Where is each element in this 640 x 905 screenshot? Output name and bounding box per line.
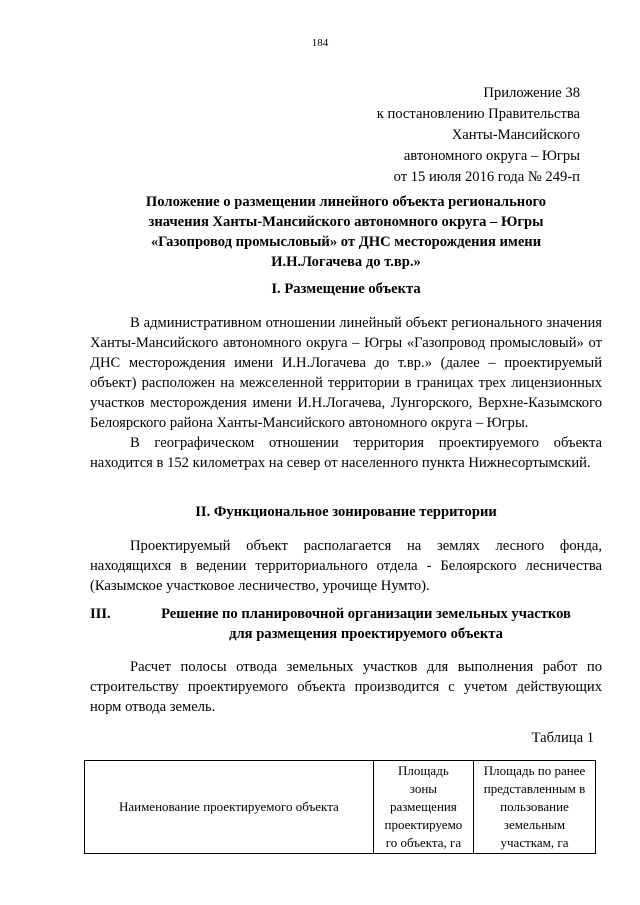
header-line: го объекта, га [385,835,462,850]
page-number: 184 [311,37,329,49]
land-allocation-table [84,760,596,854]
appendix-line: Ханты-Мансийского [451,127,580,143]
header-line: размещения [389,799,457,814]
header-line: Площадь [398,763,449,778]
appendix-block [300,83,580,188]
section-3-number: III. [90,606,111,622]
header-line: пользование [500,799,569,814]
header-cell-zone-area [373,761,473,854]
document-title [90,192,602,272]
appendix-line: автономного округа – Югры [403,148,580,164]
header-line: земельным [503,817,566,832]
section-1-paragraph-2: В географическом отношении территория проектируемого объекта находится в 152 километрах на север от населенного пункта Нижнесортымский. [90,435,602,471]
section-3-heading [90,604,602,644]
appendix-line: от 15 июля 2016 года № 249-п [393,169,580,185]
header-line: проектируемо [384,817,463,832]
header-line: зоны [409,781,438,796]
table-header-row [85,761,596,854]
section-2-heading: II. Функциональное зонирование территории [195,504,497,520]
section-1-heading: I. Размещение объекта [271,281,421,297]
header-line: представленным в [483,781,586,796]
header-line: участкам, га [500,835,569,850]
header-cell-previous-area [474,761,596,854]
title-line: значения Ханты-Мансийского автономного округа – Югры [148,214,544,230]
appendix-line: к постановлению Правительства [376,106,580,122]
appendix-line: Приложение 38 [483,85,580,101]
title-line: «Газопровод промысловый» от ДНС месторождения имени [150,234,542,250]
section-1-paragraph-1: В административном отношении линейный объект регионального значения Ханты-Мансийского автономного округа – Югры «Газопровод промысловый» от ДНС месторождения имени И.Н.Логачева до т.вр.» (далее – проектируемый объект) расположен на межселенной территории в границах трех лицензионных участков месторождения имени И.Н.Логачева, Лунгорского, Верхне-Казымского Белоярского района Ханты-Мансийского автономного округа – Югры. [90,315,602,431]
section-2-paragraph-1: Проектируемый объект располагается на землях лесного фонда, находящихся в ведении территориального отдела - Белоярского лесничества (Казымское участковое лесничество, урочище Нумто). [90,538,602,594]
section-3-heading-line: для размещения проектируемого объекта [229,626,503,642]
header-cell-object-name: Наименование проектируемого объекта [85,761,374,854]
section-3-paragraph-1: Расчет полосы отвода земельных участков для выполнения работ по строительству проектируемого объекта производится с учетом действующих норм отвода земель. [90,659,602,715]
title-line: Положение о размещении линейного объекта регионального [145,194,547,210]
title-line: И.Н.Логачева до т.вр.» [271,254,421,270]
header-line: Площадь по ранее [483,763,586,778]
table-caption: Таблица 1 [531,730,594,746]
section-3-heading-line: Решение по планировочной организации земельных участков [161,606,571,622]
